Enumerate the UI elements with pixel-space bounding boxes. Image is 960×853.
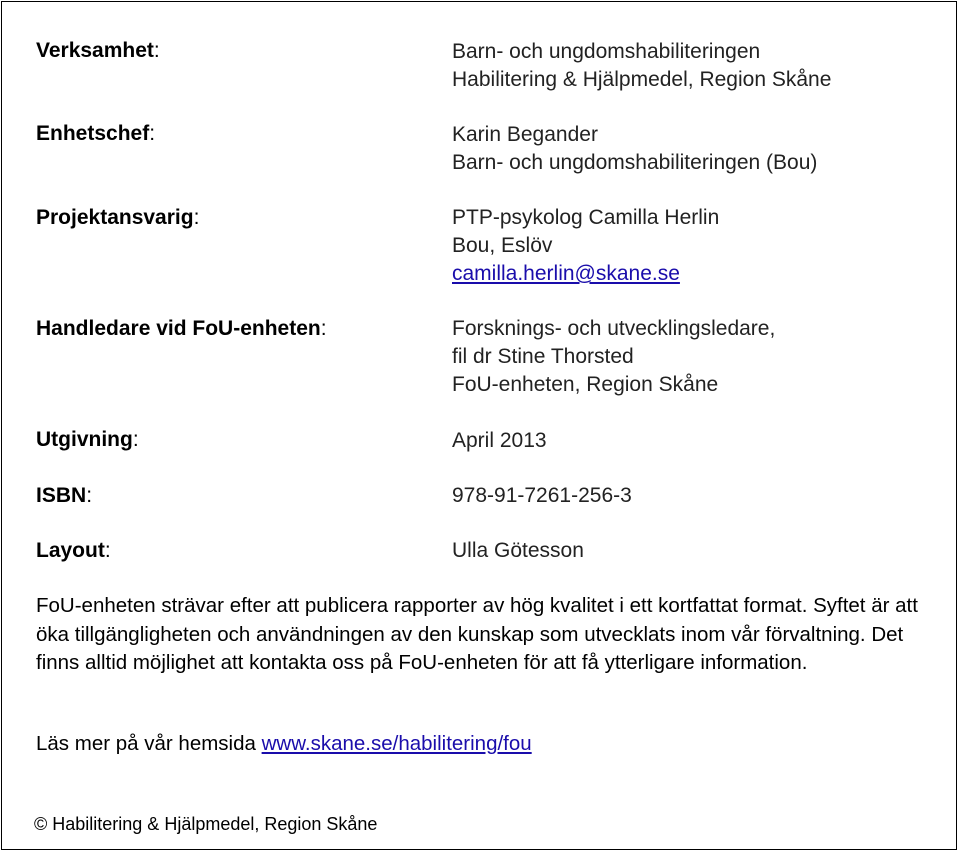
email-link[interactable]: camilla.herlin@skane.se bbox=[452, 262, 680, 285]
label-utgivning: Utgivning: bbox=[36, 428, 139, 451]
value-line: April 2013 bbox=[452, 429, 547, 452]
copyright-text: Habilitering & Hjälpmedel, Region Skåne bbox=[47, 814, 378, 834]
value-line: FoU-enheten, Region Skåne bbox=[452, 373, 719, 396]
label-projektansvarig: Projektansvarig: bbox=[36, 206, 200, 229]
value-line: fil dr Stine Thorsted bbox=[452, 345, 634, 368]
value-layout bbox=[452, 537, 584, 565]
value-line: Forsknings- och utvecklingsledare, bbox=[452, 317, 776, 340]
label-enhetschef: Enhetschef: bbox=[36, 122, 156, 145]
website-link[interactable]: www.skane.se/habilitering/fou bbox=[261, 732, 532, 755]
value-line: Bou, Eslöv bbox=[452, 234, 553, 257]
info-paragraph bbox=[36, 592, 936, 678]
value-line: Karin Begander bbox=[452, 123, 598, 146]
value-line: Barn- och ungdomshabiliteringen bbox=[452, 40, 761, 63]
value-line: Ulla Götesson bbox=[452, 539, 584, 562]
read-more-text: Läs mer på vår hemsida bbox=[36, 732, 262, 755]
info-paragraph-text: FoU-enheten strävar efter att publicera rapporter av hög kvalitet i ett kortfattat format. Syftet är att öka tillgängligheten och användningen av den kunskap som utvecklats inom vår förvaltning. Det finns alltid möjlighet att kontakta oss på FoU-enheten för att få ytterligare information. bbox=[36, 594, 918, 674]
label-verksamhet: Verksamhet: bbox=[36, 39, 160, 62]
value-isbn bbox=[452, 482, 632, 510]
read-more bbox=[36, 732, 532, 756]
label-isbn: ISBN: bbox=[36, 484, 93, 507]
value-line: 978-91-7261-256-3 bbox=[452, 484, 632, 507]
value-line: Barn- och ungdomshabiliteringen (Bou) bbox=[452, 151, 818, 174]
value-projektansvarig bbox=[452, 204, 719, 288]
value-line: Habilitering & Hjälpmedel, Region Skåne bbox=[452, 68, 832, 91]
copyright-icon: © bbox=[34, 814, 48, 834]
value-enhetschef bbox=[452, 121, 817, 177]
label-handledare: Handledare vid FoU-enheten: bbox=[36, 317, 327, 340]
value-utgivning bbox=[452, 427, 547, 455]
value-verksamhet bbox=[452, 38, 831, 94]
label-layout: Layout: bbox=[36, 539, 111, 562]
value-line: PTP-psykolog Camilla Herlin bbox=[452, 206, 720, 229]
copyright-line bbox=[34, 814, 377, 835]
value-handledare bbox=[452, 315, 775, 399]
